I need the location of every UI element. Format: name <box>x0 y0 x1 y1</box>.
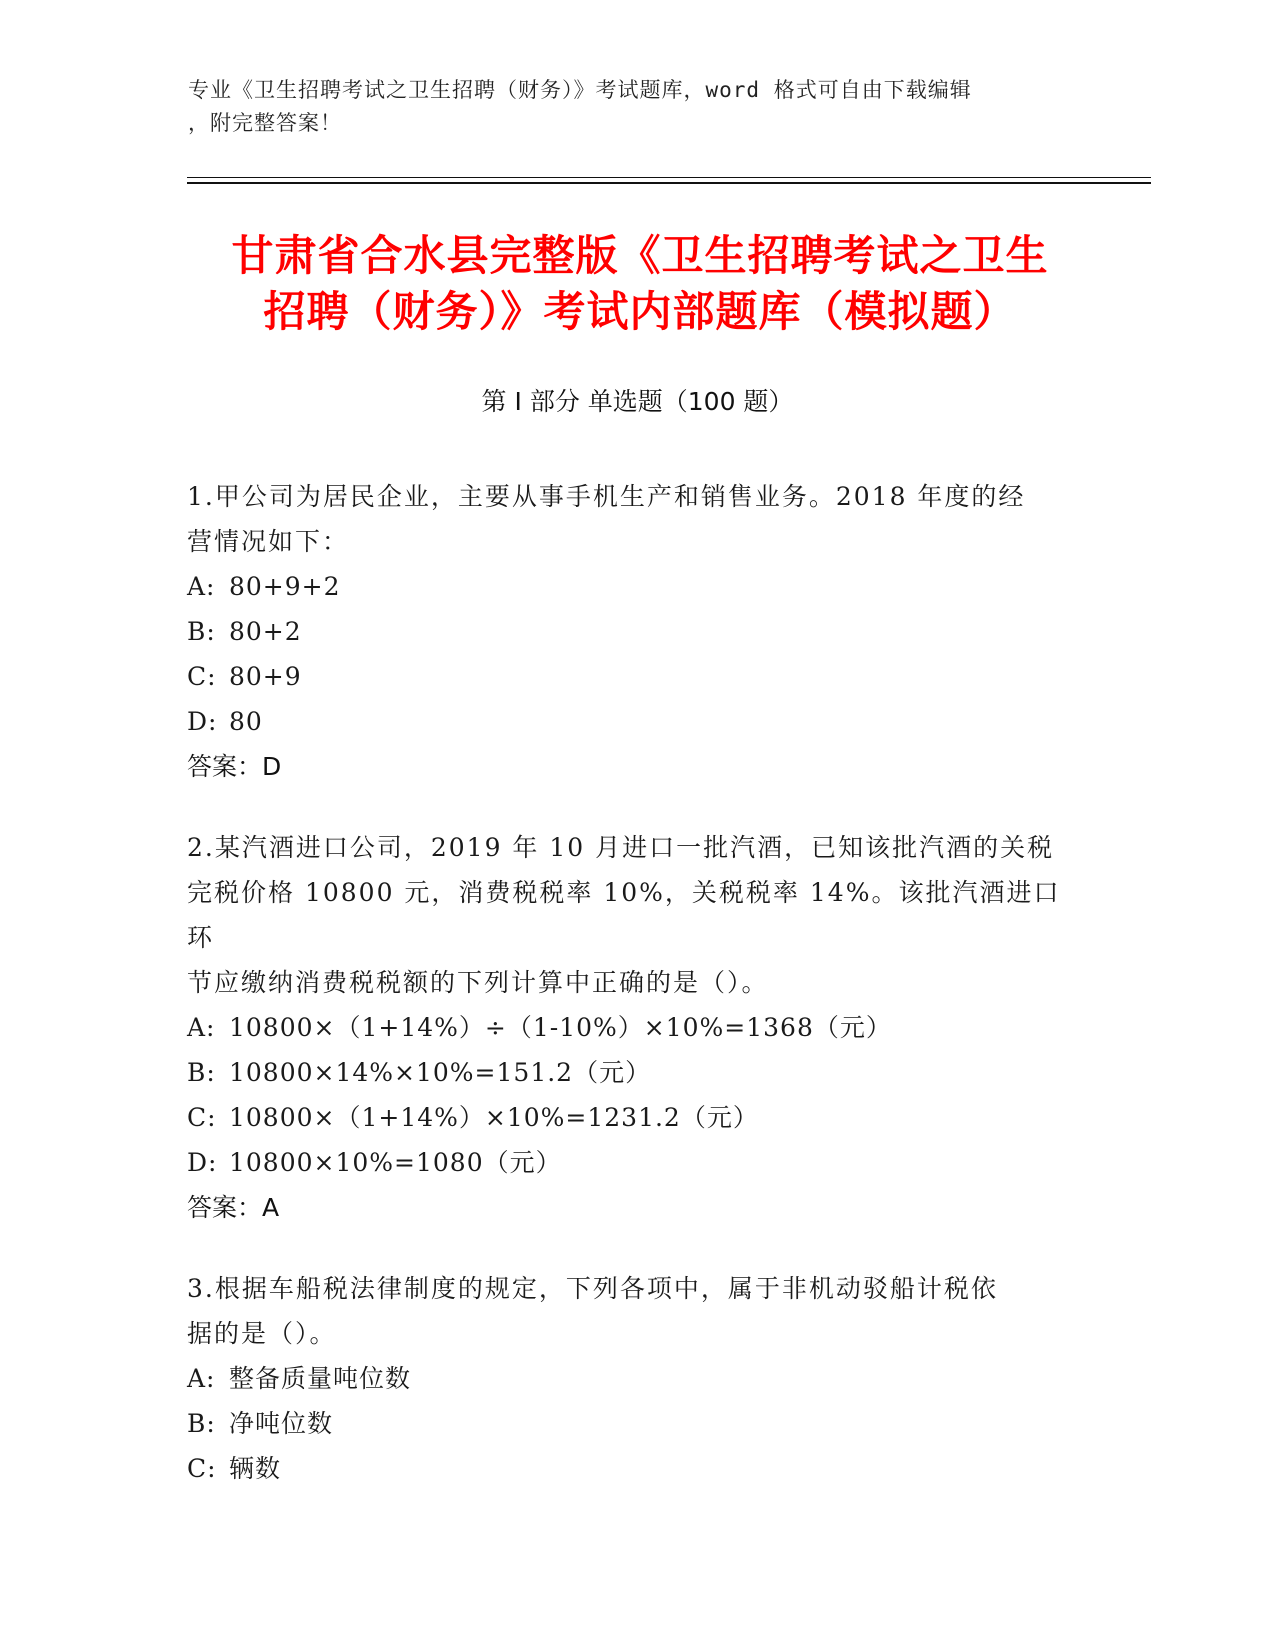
question-1 <box>187 474 1087 789</box>
option-letter: B: <box>187 617 216 646</box>
option-letter: C: <box>187 662 217 691</box>
option-text: 80+9 <box>229 662 302 691</box>
question-stem-line: 据的是（）。 <box>187 1319 337 1348</box>
question-2 <box>187 825 1087 1230</box>
question-stem-line: 1.甲公司为居民企业，主要从事手机生产和销售业务。2018 年度的经 <box>187 482 1026 511</box>
option-c <box>187 1095 1087 1140</box>
answer-line: 答案：A <box>187 1193 280 1222</box>
option-text: 净吨位数 <box>229 1409 334 1438</box>
question-stem-line: 完税价格 10800 元，消费税税率 10%，关税税率 14%。该批汽酒进口环 <box>187 878 1061 952</box>
header-note-line-2: ，附完整答案！ <box>188 111 342 135</box>
option-letter: B: <box>187 1409 216 1438</box>
document-title-line-1: 甘肃省合水县完整版《卫生招聘考试之卫生 <box>231 231 1049 280</box>
option-letter: D: <box>187 1148 218 1177</box>
option-letter: B: <box>187 1058 216 1087</box>
question-3 <box>187 1266 1087 1491</box>
option-text: 10800×（1+14%）÷（1-10%）×10%=1368（元） <box>229 1013 892 1042</box>
option-text: 80+2 <box>229 617 302 646</box>
option-text: 辆数 <box>229 1454 282 1483</box>
question-stem-line: 节应缴纳消费税税额的下列计算中正确的是（）。 <box>187 968 769 997</box>
question-stem-line: 2.某汽酒进口公司，2019 年 10 月进口一批汽酒，已知该批汽酒的关税 <box>187 833 1055 862</box>
option-b <box>187 609 1087 654</box>
header-note <box>188 74 1068 140</box>
option-b <box>187 1401 1087 1446</box>
header-divider-thin <box>187 177 1151 178</box>
section-heading: 第 I 部分 单选题（100 题） <box>481 387 794 416</box>
option-letter: C: <box>187 1454 217 1483</box>
answer-line: 答案：D <box>187 752 282 781</box>
option-a <box>187 1005 1087 1050</box>
document-title-line-2: 招聘（财务）》考试内部题库（模拟题） <box>263 287 1017 336</box>
option-letter: A: <box>187 1364 216 1393</box>
header-divider-thick <box>187 182 1151 184</box>
option-text: 10800×14%×10%=151.2（元） <box>229 1058 652 1087</box>
document-title <box>190 228 1090 340</box>
header-note-line-1: 专业《卫生招聘考试之卫生招聘（财务）》考试题库，word 格式可自由下载编辑 <box>188 78 972 102</box>
option-letter: C: <box>187 1103 217 1132</box>
option-d <box>187 699 1087 744</box>
option-d <box>187 1140 1087 1185</box>
option-text: 10800×（1+14%）×10%=1231.2（元） <box>229 1103 759 1132</box>
question-stem-line: 营情况如下： <box>187 527 350 556</box>
option-letter: D: <box>187 707 218 736</box>
option-a <box>187 1356 1087 1401</box>
option-a <box>187 564 1087 609</box>
question-list <box>187 474 1087 1527</box>
option-text: 10800×10%=1080（元） <box>229 1148 562 1177</box>
option-c <box>187 654 1087 699</box>
option-letter: A: <box>187 1013 216 1042</box>
question-stem-line: 3.根据车船税法律制度的规定，下列各项中，属于非机动驳船计税依 <box>187 1274 998 1303</box>
option-b <box>187 1050 1087 1095</box>
option-letter: A: <box>187 572 216 601</box>
option-c <box>187 1446 1087 1491</box>
option-text: 80 <box>229 707 263 736</box>
option-text: 整备质量吨位数 <box>229 1364 412 1393</box>
option-text: 80+9+2 <box>229 572 341 601</box>
